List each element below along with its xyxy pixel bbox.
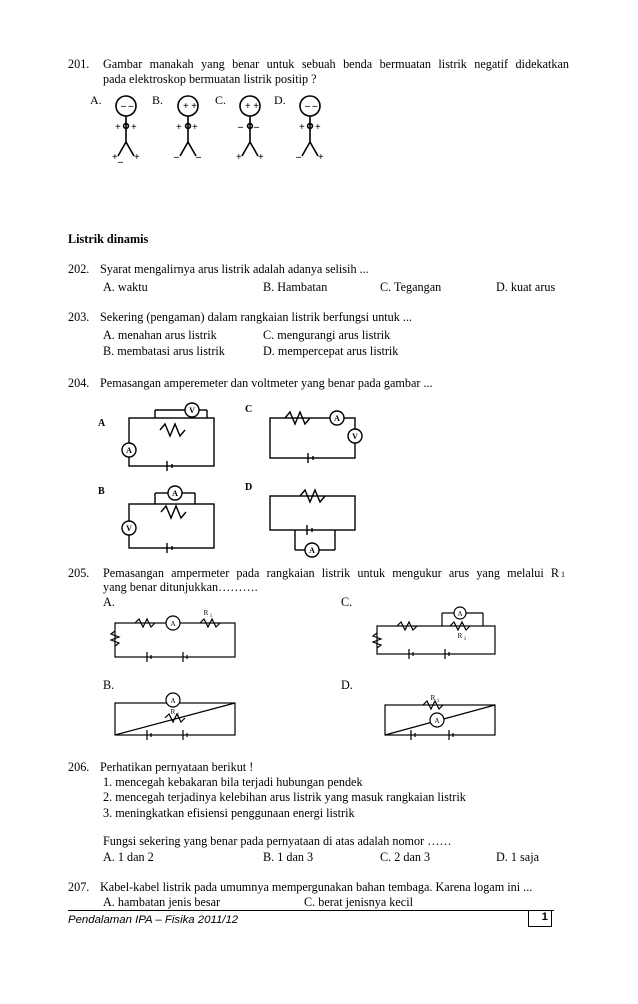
q204-label-a: A bbox=[98, 418, 106, 429]
q204-circuits-figure bbox=[95, 398, 385, 560]
svg-text:1: 1 bbox=[209, 614, 213, 619]
q202-option-b: B. Hambatan bbox=[263, 280, 328, 294]
svg-text:A: A bbox=[457, 610, 463, 618]
q207-option-a: A. hambatan jenis besar bbox=[103, 895, 221, 909]
svg-text:–: – bbox=[296, 152, 301, 163]
q204-label-b: B bbox=[98, 486, 105, 497]
svg-text:A: A bbox=[170, 620, 176, 628]
svg-text:V: V bbox=[189, 406, 195, 415]
svg-text:–: – bbox=[118, 157, 123, 168]
svg-text:+: + bbox=[131, 122, 137, 133]
q206-statement-3: 3. meningkatkan efisiensi penggunaan energi listrik bbox=[103, 806, 355, 820]
svg-text:– –: – – bbox=[305, 101, 318, 112]
q207-text: Kabel-kabel listrik pada umumnya mempergunakan bahan tembaga. Karena logam ini ... bbox=[100, 880, 533, 894]
q206-number: 206. bbox=[68, 760, 90, 774]
svg-text:+ +: + + bbox=[183, 101, 197, 112]
svg-text:+: + bbox=[258, 152, 264, 163]
svg-text:+ +: + + bbox=[245, 101, 259, 112]
svg-text:1: 1 bbox=[176, 713, 180, 718]
svg-text:+: + bbox=[236, 152, 242, 163]
q201-label-a: A. bbox=[90, 93, 102, 107]
q204-label-c: C bbox=[245, 404, 253, 415]
q204-label-d: D bbox=[245, 482, 253, 493]
q206-text: Perhatikan pernyataan berikut ! bbox=[100, 760, 254, 774]
q207-number: 207. bbox=[68, 880, 90, 894]
page-number: 1 bbox=[528, 911, 552, 927]
svg-text:V: V bbox=[352, 432, 358, 441]
svg-text:A: A bbox=[434, 717, 440, 725]
svg-text:1: 1 bbox=[463, 637, 467, 642]
q206-option-b: B. 1 dan 3 bbox=[263, 850, 314, 864]
footer-divider bbox=[68, 910, 554, 911]
svg-text:A: A bbox=[334, 414, 340, 423]
svg-text:V: V bbox=[126, 524, 132, 533]
q206-question: Fungsi sekering yang benar pada pernyataan di atas adalah nomor …… bbox=[103, 834, 452, 848]
electroscope-figure bbox=[88, 92, 338, 168]
svg-text:+: + bbox=[176, 122, 182, 133]
q207-option-c: C. berat jenisnya kecil bbox=[304, 895, 413, 909]
q202-number: 202. bbox=[68, 262, 90, 276]
q205-line1: Pemasangan ampermeter pada rangkaian listrik untuk mengukur arus yang melalui R bbox=[103, 566, 559, 580]
svg-text:A: A bbox=[309, 546, 315, 555]
svg-text:+: + bbox=[318, 152, 324, 163]
svg-text:R: R bbox=[203, 609, 209, 617]
svg-text:+: + bbox=[112, 152, 118, 163]
svg-text:R: R bbox=[430, 694, 436, 702]
svg-text:– –: – – bbox=[121, 101, 134, 112]
svg-text:–: – bbox=[174, 152, 179, 163]
q205-line2: yang benar ditunjukkan………. bbox=[103, 580, 258, 594]
svg-text:A: A bbox=[126, 446, 132, 455]
q203-option-b: B. membatasi arus listrik bbox=[103, 344, 225, 358]
q205-label-a: A. bbox=[103, 595, 115, 609]
q205-number: 205. bbox=[68, 566, 90, 580]
svg-text:–: – bbox=[254, 122, 259, 133]
q201-line1: Gambar manakah yang benar untuk sebuah benda bermuatan listrik negatif didekatkan bbox=[103, 57, 569, 71]
q202-option-a: A. waktu bbox=[103, 280, 148, 294]
svg-text:+: + bbox=[299, 122, 305, 133]
q206-option-c: C. 2 dan 3 bbox=[380, 850, 431, 864]
svg-text:A: A bbox=[172, 489, 178, 498]
q203-number: 203. bbox=[68, 310, 90, 324]
svg-text:+: + bbox=[134, 152, 140, 163]
q201-label-d: D. bbox=[274, 93, 286, 107]
svg-text:–: – bbox=[196, 152, 201, 163]
q204-text: Pemasangan amperemeter dan voltmeter yang benar pada gambar ... bbox=[100, 376, 433, 390]
svg-text:+: + bbox=[315, 122, 321, 133]
q205-label-d: D. bbox=[341, 678, 353, 692]
q206-option-d: D. 1 saja bbox=[496, 850, 539, 864]
q201-number: 201. bbox=[68, 57, 90, 71]
svg-text:R: R bbox=[170, 708, 176, 716]
q204-number: 204. bbox=[68, 376, 90, 390]
svg-text:A: A bbox=[170, 697, 176, 705]
q201-line2: pada elektroskop bermuatan listrik positip ? bbox=[103, 72, 317, 86]
footer-title: Pendalaman IPA – Fisika 2011/12 bbox=[68, 914, 239, 926]
q201-label-b: B. bbox=[152, 93, 164, 107]
q205-line1-subscript: 1 bbox=[561, 570, 565, 579]
q202-text: Syarat mengalirnya arus listrik adalah adanya selisih ... bbox=[100, 262, 369, 276]
svg-text:1: 1 bbox=[436, 699, 440, 704]
q203-option-a: A. menahan arus listrik bbox=[103, 328, 217, 342]
q206-statement-1: 1. mencegah kebakaran bila terjadi hubungan pendek bbox=[103, 775, 363, 789]
q203-option-c: C. mengurangi arus listrik bbox=[263, 328, 391, 342]
q205-circuits-figure bbox=[105, 605, 505, 745]
svg-text:–: – bbox=[238, 122, 243, 133]
q205-label-b: B. bbox=[103, 678, 115, 692]
svg-text:R: R bbox=[457, 632, 463, 640]
q203-option-d: D. mempercepat arus listrik bbox=[263, 344, 399, 358]
q202-option-c: C. Tegangan bbox=[380, 280, 442, 294]
q203-text: Sekering (pengaman) dalam rangkaian listrik berfungsi untuk ... bbox=[100, 310, 413, 324]
svg-text:+: + bbox=[192, 122, 198, 133]
section-title: Listrik dinamis bbox=[68, 232, 149, 246]
q206-option-a: A. 1 dan 2 bbox=[103, 850, 154, 864]
q201-label-c: C. bbox=[215, 93, 227, 107]
svg-text:+: + bbox=[115, 122, 121, 133]
q206-statement-2: 2. mencegah terjadinya kelebihan arus listrik yang masuk rangkaian listrik bbox=[103, 790, 466, 804]
q202-option-d: D. kuat arus bbox=[496, 280, 556, 294]
q205-label-c: C. bbox=[341, 595, 353, 609]
